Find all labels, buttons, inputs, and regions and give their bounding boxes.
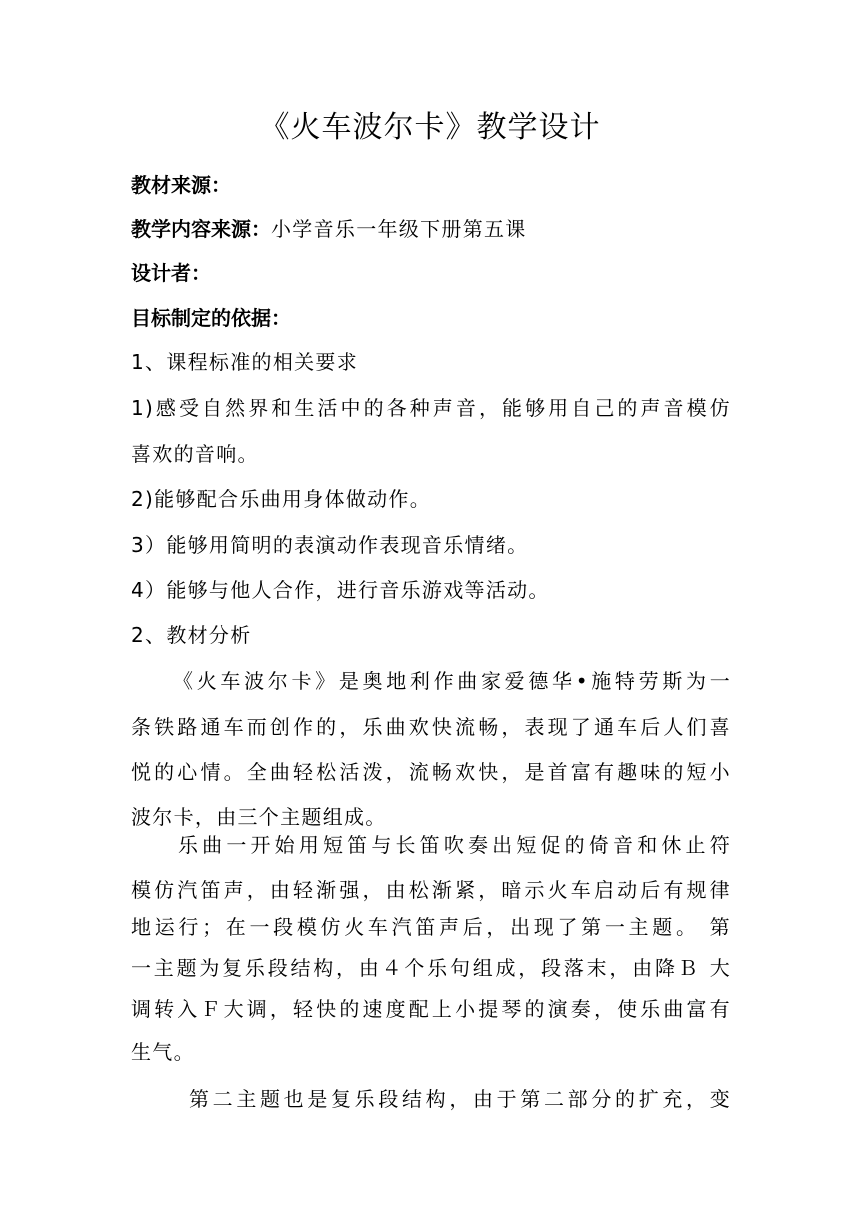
content-source-value: 小学音乐一年级下册第五课: [271, 217, 527, 241]
analysis-para3-line-1: 第二主题也是复乐段结构，由于第二部分的扩充，变: [189, 1087, 731, 1111]
designer-label: 设计者：: [131, 261, 211, 285]
requirement-4: 4）能够与他人合作，进行音乐游戏等活动。: [131, 578, 550, 602]
requirement-3: 3）能够用简明的表演动作表现音乐情绪。: [131, 533, 529, 557]
analysis-para1-line-4: 波尔卡，由三个主题组成。: [131, 805, 387, 829]
requirement-2: 2)能够配合乐曲用身体做动作。: [131, 487, 432, 511]
section1-heading: 1、课程标准的相关要求: [131, 350, 359, 374]
analysis-para2-line-6: 生气。: [131, 1040, 195, 1064]
analysis-para2-line-4: 一主题为复乐段结构，由４个乐句组成，段落末，由降Ｂ 大: [131, 956, 731, 980]
basis-label: 目标制定的依据：: [131, 306, 291, 330]
textbook-source-label: 教材来源：: [131, 173, 231, 197]
requirement-1-line-1: 1)感受自然界和生活中的各种声音，能够用自己的声音模仿: [131, 396, 731, 420]
analysis-para2-line-2: 模仿汽笛声，由轻渐强，由松渐紧，暗示火车启动后有规律: [131, 878, 731, 902]
content-source-label: 教学内容来源：: [131, 217, 271, 241]
analysis-para1-line-3: 悦的心情。全曲轻松活泼，流畅欢快，是首富有趣味的短小: [131, 760, 731, 784]
section2-heading: 2、教材分析: [131, 623, 252, 647]
analysis-para1-line-2: 条铁路通车而创作的，乐曲欢快流畅，表现了通车后人们喜: [131, 715, 731, 739]
requirement-1-line-2: 喜欢的音响。: [131, 442, 259, 466]
content-source-line: [131, 214, 731, 244]
analysis-para2-line-3: 地运行；在一段模仿火车汽笛声后，出现了第一主题。 第: [131, 915, 731, 939]
analysis-para2-line-1: 乐曲一开始用短笛与长笛吹奏出短促的倚音和休止符: [178, 833, 731, 857]
analysis-para1-line-1: 《火车波尔卡》是奥地利作曲家爱德华•施特劳斯为一: [173, 669, 731, 693]
analysis-para2-line-5: 调转入Ｆ大调，轻快的速度配上小提琴的演奏，使乐曲富有: [131, 997, 731, 1021]
document-title: 《火车波尔卡》教学设计: [259, 110, 601, 145]
